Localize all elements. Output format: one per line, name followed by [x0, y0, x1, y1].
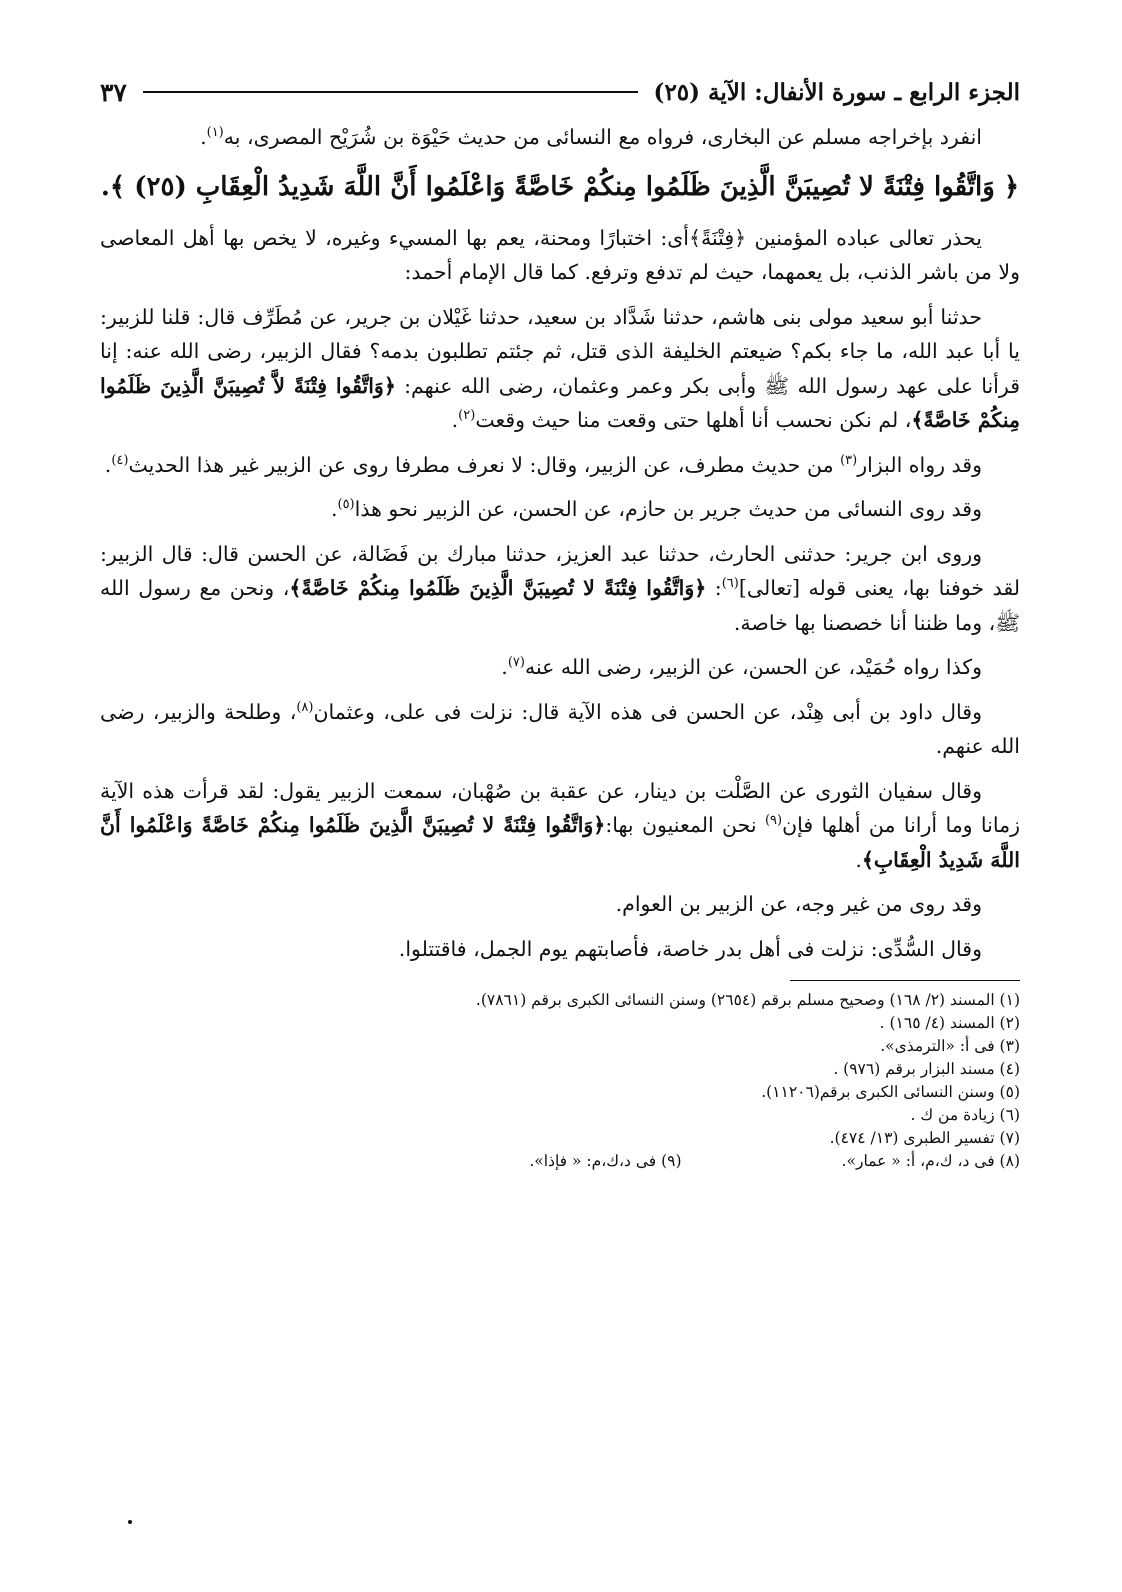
footnote-9: (٩) فى د،ك،م: « فإذا».	[529, 1152, 682, 1170]
text: انفرد بإخراجه مسلم عن البخارى، فرواه مع النسائى من حديث حَيْوَة بن شُرَيْح المصرى، به	[223, 125, 982, 149]
header-title: الجزء الرابع ـ سورة الأنفال: الآية (٢٥)	[653, 78, 1020, 106]
text: وروى ابن جرير: حدثنى الحارث، حدثنا عبد العزيز، حدثنا مبارك بن فَضَالة، عن الحسن قال: قال الزبير: لقد خوفنا بها، يعنى قوله [تعالى]	[100, 541, 1021, 600]
footnote-ref: (٨)	[296, 699, 314, 715]
text: ، ونحن مع رسول الله ﷺ، وما ظننا أنا خصصنا بها خاصة.	[100, 576, 1020, 635]
footnote-ref: (٣)	[840, 452, 858, 468]
paragraph-8	[100, 695, 1020, 764]
footnote-ref: (٤)	[111, 452, 129, 468]
quran-quote: ﴿وَاتَّقُوا فِتْنَةً لا تُصِيبَنَّ الَّذِينَ ظَلَمُوا مِنكُمْ خَاصَّةً﴾	[289, 576, 707, 600]
paragraph-1: انفرد بإخراجه مسلم عن البخارى، فرواه مع النسائى من حديث حَيْوَة بن شُرَيْح المصرى، به$^{(١)}$.	[200, 125, 982, 149]
quran-quote: ﴿وَاتَّقُوا فِتْنَةً لاَّ تُصِيبَنَّ الَّذِينَ ظَلَمُوا مِنكُمْ خَاصَّةً﴾	[100, 373, 1020, 432]
running-header	[100, 70, 1020, 114]
footnote-row-8-9	[100, 1150, 1020, 1173]
footnote-3: (٣) فى أ: «الترمذى».	[880, 1037, 1020, 1055]
text: ، لم نكن نحسب أنا أهلها حتى وقعت منا حيث وقعت	[475, 408, 912, 432]
paragraph-11: وقال السُّدِّى: نزلت فى أهل بدر خاصة، فأصابتهم يوم الجمل، فاقتتلوا.	[398, 936, 982, 961]
paragraph-9: وقال سفيان الثورى عن الصَّلْت بن دينار، عن عقبة بن صُهْبان، سمعت الزبير يقول: لقد قرأت هذه الآية زمانا وما أرانا من أهلها فإن$^{(٩)}$ نحن المعنيون بها:﴿وَاتَّقُوا فِتْنَةً لا تُصِيبَنَّ الَّذِينَ ظَلَمُوا مِنكُمْ خَاصَّةً وَاعْلَمُوا أَنَّ اللَّهَ شَدِيدُ الْعِقَابِ﴾.	[100, 778, 1021, 872]
verse-heading: ﴿ وَاتَّقُوا فِتْنَةً لا تُصِيبَنَّ الَّذِينَ ظَلَمُوا مِنكُمْ خَاصَّةً وَاعْلَمُوا أَنَّ اللَّهَ شَدِيدُ الْعِقَابِ (٢٥) ﴾.	[100, 171, 1020, 202]
footnotes	[100, 989, 1020, 1173]
paragraph-3: حدثنا أبو سعيد مولى بنى هاشم، حدثنا شَدَّاد بن سعيد، حدثنا غَيْلان بن جرير، عن مُطَرِّف قال: قلنا للزبير: يا أبا عبد الله، ما جاء بكم؟ ضيعتم الخليفة الذى قتل، ثم جئتم تطلبون بدمه؟ فقال الزبير، رضى الله عنه: إنا قرأنا على عهد رسول الله ﷺ وأبى بكر وعمر وعثمان، رضى الله عنهم: ﴿وَاتَّقُوا فِتْنَةً لاَّ تُصِيبَنَّ الَّذِينَ ظَلَمُوا مِنكُمْ خَاصَّةً﴾، لم نكن نحسب أنا أهلها حتى وقعت منا حيث وقعت$^{(٢)}$.	[100, 304, 1020, 432]
paragraph-2: يحذر تعالى عباده المؤمنين ﴿فِتْنَةً﴾أى: اختبارًا ومحنة، يعم بها المسيء وغيره، لا يخص بها أهل المعاصى ولا من باشر الذنب، بل يعمهما، حيث لم تدفع وترفع. كما قال الإمام أحمد:	[100, 225, 1020, 284]
text: وقال داود بن أبى هِنْد، عن الحسن فى هذه الآية قال: نزلت فى على، وعثمان	[313, 699, 982, 724]
footnote-ref: (٧)	[507, 655, 525, 671]
page-mark	[128, 1520, 132, 1524]
footnote-1: (١) المسند (٢/ ١٦٨) وصحيح مسلم برقم (٢٦٥٤) وسنن النسائى الكبرى برقم (٧٨٦١).	[475, 991, 1020, 1009]
text: ، وطلحة والزبير، رضى الله عنهم.	[100, 699, 1020, 758]
footnote-ref: (٩)	[764, 813, 783, 829]
paragraph-4: وقد رواه البزار$^{(٣)}$ من حديث مطرف، عن الزبير، وقال: لا نعرف مطرفا روى عن الزبير غير هذا الحديث$^{(٤)}$.	[104, 452, 982, 477]
footnote-6: (٦) زيادة من ك .	[910, 1106, 1020, 1124]
footnote-7: (٧) تفسير الطبرى (١٣/ ٤٧٤).	[829, 1129, 1020, 1147]
text: من حديث مطرف، عن الزبير، وقال: لا نعرف مطرفا روى عن الزبير غير هذا الحديث	[128, 452, 841, 477]
paragraph-7: وكذا رواه حُمَيْد، عن الحسن، عن الزبير، رضى الله عنه$^{(٧)}$.	[501, 655, 982, 679]
paragraph-10: وقد روى من غير وجه، عن الزبير بن العوام.	[615, 892, 982, 916]
text: وكذا رواه حُمَيْد، عن الحسن، عن الزبير، رضى الله عنه	[524, 655, 982, 679]
text: نحن المعنيون بها:	[605, 813, 765, 837]
header-rule	[143, 91, 638, 93]
footnote-5: (٥) وسنن النسائى الكبرى برقم(١١٢٠٦).	[761, 1083, 1020, 1101]
footnote-divider	[790, 980, 1020, 981]
paragraph-5: وقد روى النسائى من حديث جرير بن حازم، عن الحسن، عن الزبير نحو هذا$^{(٥)}$.	[330, 497, 982, 521]
paragraph-6: وروى ابن جرير: حدثنى الحارث، حدثنا عبد العزيز، حدثنا مبارك بن فَضَالة، عن الحسن قال: قال الزبير: لقد خوفنا بها، يعنى قوله [تعالى]$^{(٦)}$: ﴿وَاتَّقُوا فِتْنَةً لا تُصِيبَنَّ الَّذِينَ ظَلَمُوا مِنكُمْ خَاصَّةً﴾، ونحن مع رسول الله ﷺ، وما ظننا أنا خصصنا بها خاصة.	[100, 541, 1021, 635]
quran-quote: ﴿وَاتَّقُوا فِتْنَةً لا تُصِيبَنَّ الَّذِينَ ظَلَمُوا مِنكُمْ خَاصَّةً وَاعْلَمُوا أَنَّ اللَّهَ شَدِيدُ الْعِقَابِ﴾	[100, 813, 1020, 872]
footnote-8: (٨) فى د، ك،م، أ: « عمار».	[841, 1152, 1020, 1170]
footnote-4: (٤) مسند البزار برقم (٩٧٦) .	[833, 1060, 1020, 1078]
text: حدثنا أبو سعيد مولى بنى هاشم، حدثنا شَدَّاد بن سعيد، حدثنا غَيْلان بن جرير، عن مُطَرِّف قال: قلنا للزبير: يا أبا عبد الله، ما جاء بكم؟ ضيعتم الخليفة الذى قتل، ثم جئتم تطلبون بدمه؟ فقال الزبير، رضى الله عنه: إنا قرأنا على عهد رسول الله ﷺ وأبى بكر وعمر وعثمان، رضى الله عنهم:	[100, 304, 1020, 398]
footnote-ref: (٢)	[458, 408, 476, 424]
footnote-ref: (٥)	[337, 497, 355, 513]
text: وقد رواه البزار	[857, 452, 982, 477]
page-number: ٣٧	[100, 77, 127, 107]
footnote-2: (٢) المسند (٤/ ١٦٥) .	[879, 1014, 1020, 1032]
footnote-ref: (١)	[206, 125, 224, 141]
text: وقال سفيان الثورى عن الصَّلْت بن دينار، عن عقبة بن صُهْبان، سمعت الزبير يقول: لقد قرأت هذه الآية زمانا وما أرانا من أهلها فإن	[100, 778, 1021, 837]
text: وقد روى النسائى من حديث جرير بن حازم، عن الحسن، عن الزبير نحو هذا	[354, 497, 982, 521]
spacer	[682, 1150, 842, 1173]
book-page	[100, 70, 1020, 1540]
footnote-ref: (٦)	[721, 576, 739, 592]
